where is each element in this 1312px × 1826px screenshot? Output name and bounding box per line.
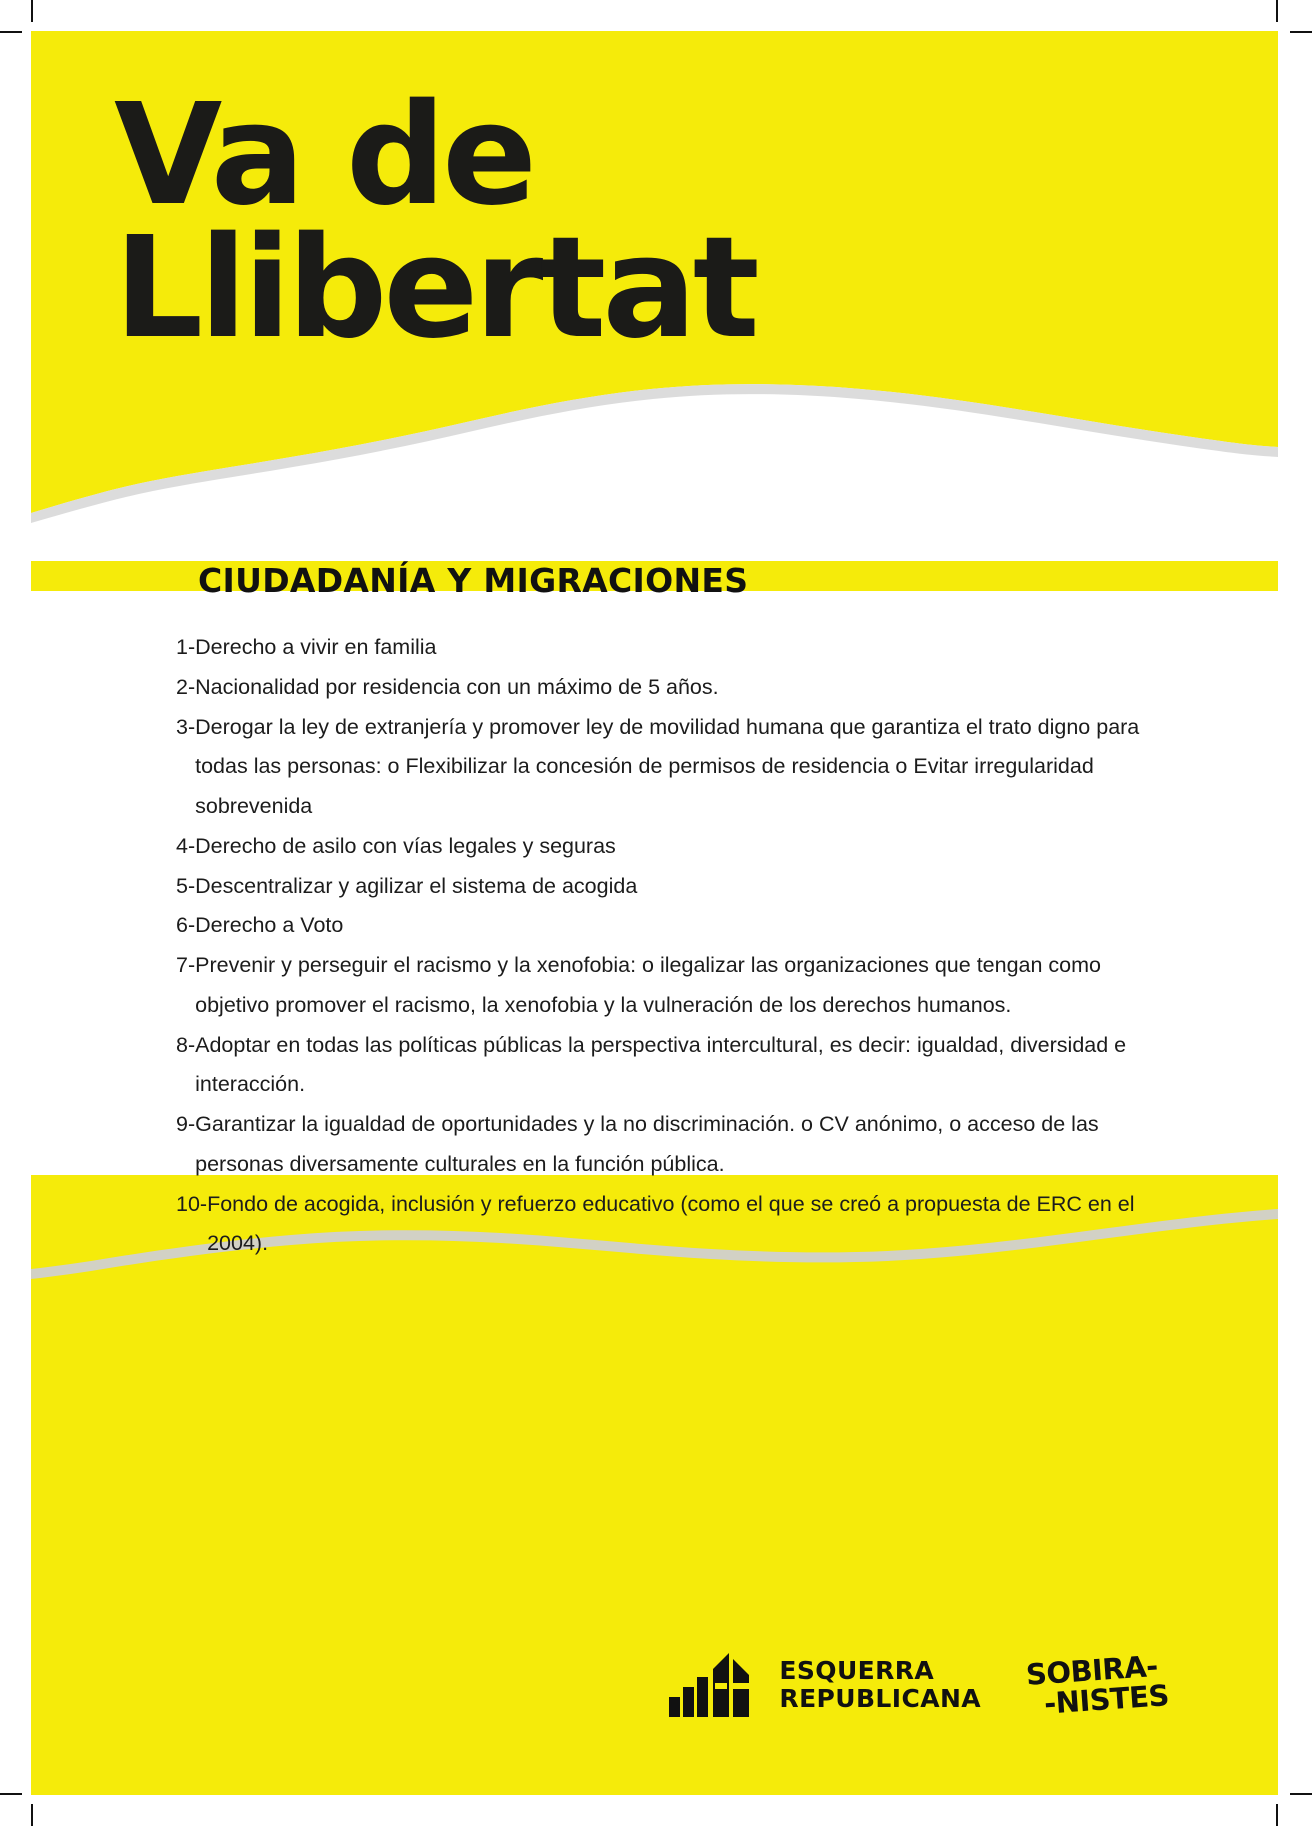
crop-mark-bottom-left-horizontal xyxy=(0,1793,22,1795)
list-item-text: Derecho a Voto xyxy=(195,913,344,938)
page-title-line-2: Llibertat xyxy=(114,207,756,370)
section-title: CIUDADANÍA Y MIGRACIONES xyxy=(198,561,749,600)
list-item-number: 5- xyxy=(176,873,196,898)
list-item xyxy=(176,867,1158,907)
list-item xyxy=(176,906,1158,946)
list-item-number: 2- xyxy=(176,674,196,699)
list-item xyxy=(176,708,1158,827)
list-item-number: 7- xyxy=(176,953,196,978)
esquerra-republicana-logo xyxy=(669,1653,981,1717)
list-item xyxy=(176,1105,1158,1185)
crop-mark-top-left-horizontal xyxy=(0,31,22,33)
list-item-text: Nacionalidad por residencia con un máximo de 5 años. xyxy=(195,674,719,699)
page-title-line-1: Va de xyxy=(114,74,534,237)
list-item-text: Derecho de asilo con vías legales y seguras xyxy=(195,833,616,858)
erc-wordmark-line-2: REPUBLICANA xyxy=(779,1684,982,1713)
content-area xyxy=(31,561,1278,1264)
crop-mark-top-right-horizontal xyxy=(1290,31,1312,33)
crop-mark-bottom-right-horizontal xyxy=(1290,1793,1312,1795)
list-item xyxy=(176,1026,1158,1106)
list-item-text: Derecho a vivir en familia xyxy=(195,635,437,659)
crop-mark-top-left-vertical xyxy=(31,0,33,22)
list-item xyxy=(176,1185,1158,1265)
erc-wordmark-line-1: ESQUERRA xyxy=(779,1656,935,1685)
crop-mark-top-right-vertical xyxy=(1276,0,1278,22)
list-item-number: 4- xyxy=(176,833,196,858)
list-item xyxy=(176,628,1158,668)
list-item-text: Garantizar la igualdad de oportunidades y la no discriminación. o CV anónimo, o acceso de las personas diversamente culturales en la función pública. xyxy=(195,1112,1099,1176)
page-title xyxy=(114,74,756,370)
torn-paper-edge-top xyxy=(31,361,1278,561)
list-item-text: Fondo de acogida, inclusión y refuerzo educativo (como el que se creó a propuesta de ERC en el 2004). xyxy=(207,1191,1135,1256)
list-item-number: 10- xyxy=(176,1191,208,1216)
list-item-text: Prevenir y perseguir el racismo y la xenofobia: o ilegalizar las organizaciones que tengan como objetivo promover el racismo, la xenofobia y la vulneración de los derechos humanos. xyxy=(195,953,1102,1017)
list-item-text: Derogar la ley de extranjería y promover ley de movilidad humana que garantiza el trato digno para todas las personas: o Flexibilizar la concesión de permisos de residencia o Evitar irregularidad sobrevenida xyxy=(195,714,1140,819)
list-item-number: 3- xyxy=(176,714,196,739)
list-item-number: 8- xyxy=(176,1032,196,1057)
list-item xyxy=(176,668,1158,708)
list-item-text: Adoptar en todas las políticas públicas la perspectiva intercultural, es decir: igualdad, diversidad e interacción. xyxy=(195,1032,1127,1097)
erc-mark-icon xyxy=(669,1653,761,1717)
sobiranistes-line-2: -NISTES xyxy=(1043,1678,1171,1721)
footer-logos xyxy=(31,1648,1278,1721)
sobiranistes-line-1: SOBIRA- xyxy=(1024,1648,1159,1692)
crop-mark-bottom-left-vertical xyxy=(31,1804,33,1826)
list-item xyxy=(176,827,1158,867)
list-item-text: Descentralizar y agilizar el sistema de acogida xyxy=(195,873,638,898)
crop-mark-bottom-right-vertical xyxy=(1276,1804,1278,1826)
sobiranistes-logo xyxy=(1025,1650,1170,1721)
list-item-number: 1- xyxy=(176,635,196,659)
list-item xyxy=(176,946,1158,1026)
erc-wordmark xyxy=(779,1657,981,1713)
list-item-number: 6- xyxy=(176,913,196,938)
list-item-number: 9- xyxy=(176,1112,196,1137)
poster xyxy=(31,31,1278,1795)
